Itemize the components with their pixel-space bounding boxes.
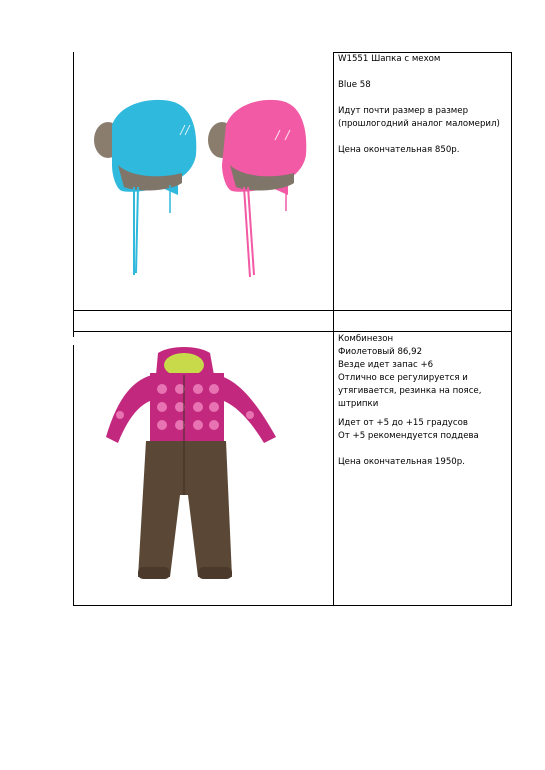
table-row-divider-1 [73, 310, 512, 311]
hats-photo [90, 95, 315, 290]
hat-color-size: Blue 58 [338, 80, 371, 90]
hat-price: Цена окончательная 850р. [338, 145, 460, 155]
blue-hat-image [94, 100, 196, 275]
overall-adjust-note-1: Отлично все регулируется и [338, 373, 468, 383]
overall-stock-note: Везде идет запас +6 [338, 360, 434, 370]
pink-hat-image [208, 100, 306, 277]
table-border-left-top [73, 52, 74, 337]
table-row-divider-2 [73, 331, 512, 332]
hat-fit-note-2: (прошлогодний аналог маломерил) [338, 119, 500, 129]
overall-price: Цена окончательная 1950р. [338, 457, 465, 467]
overall-temp-note-1: Идет от +5 до +15 градусов [338, 418, 468, 428]
table-border-bottom [73, 605, 512, 606]
overall-title: Комбинезон [338, 334, 394, 344]
hat-fit-note-1: Идут почти размер в размер [338, 106, 469, 116]
table-border-left-bottom [73, 345, 74, 606]
overall-image [106, 347, 276, 579]
hat-title: W1551 Шапка с мехом [338, 54, 441, 64]
hat-description [338, 53, 500, 157]
overall-adjust-note-2: утягивается, резинка на поясе, [338, 386, 482, 396]
overall-photo [80, 345, 290, 590]
overall-temp-note-2: От +5 рекомендуется поддева [338, 431, 479, 441]
overall-description [338, 333, 481, 469]
overall-color-size: Фиолетовый 86,92 [338, 347, 423, 357]
overall-adjust-note-3: штрипки [338, 399, 379, 409]
table-border-right [511, 52, 512, 606]
table-divider-middle [333, 52, 334, 606]
